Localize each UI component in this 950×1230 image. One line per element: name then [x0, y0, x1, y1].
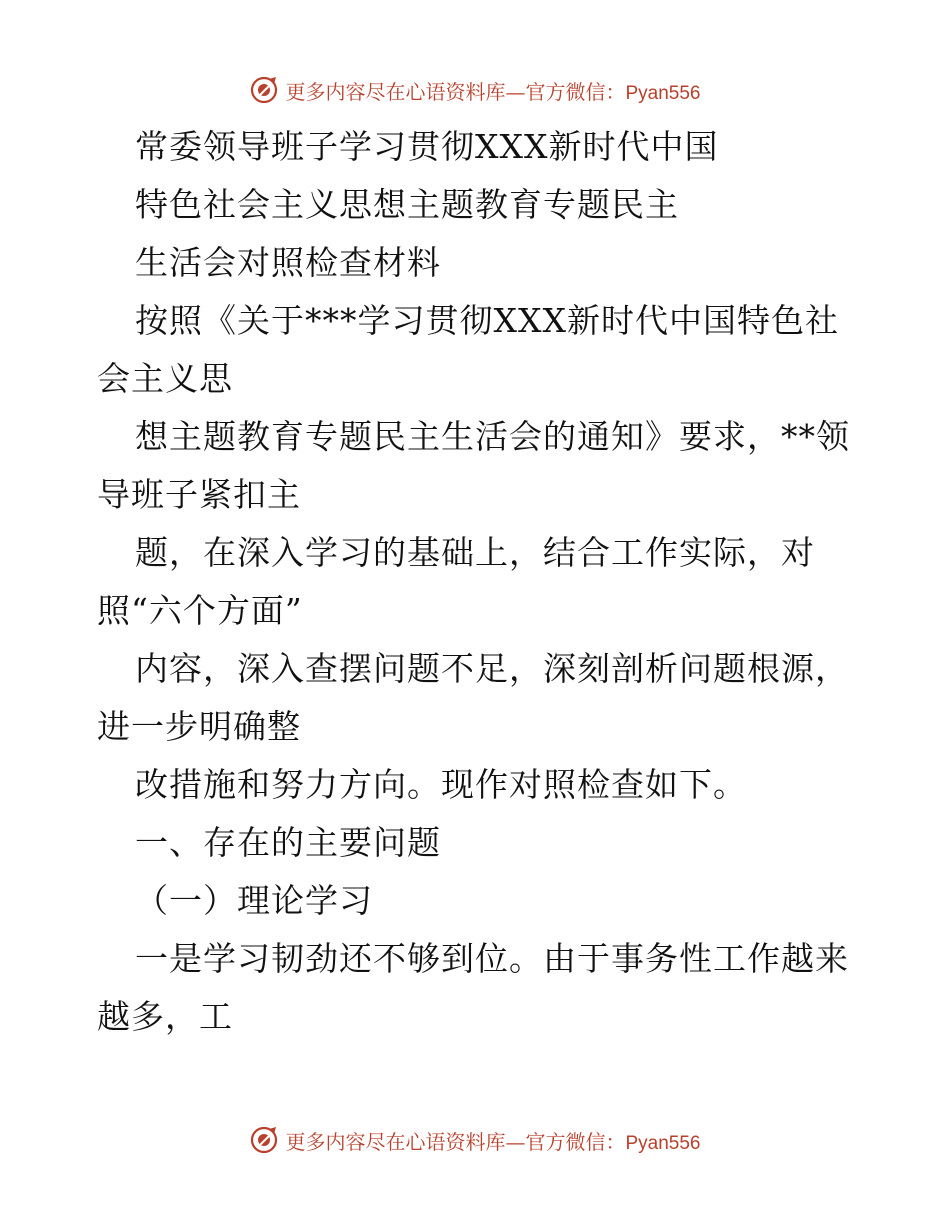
text-line: 越多，工	[97, 997, 233, 1036]
text-line: 一、存在的主要问题	[135, 823, 441, 862]
banner-prefix: 更多内容尽在心语资料库	[285, 1129, 506, 1154]
banner-text	[285, 76, 700, 105]
text-line: 内容，深入查摆问题不足，深刻剖析问题根源，	[135, 649, 849, 688]
banner-dash: —	[505, 1129, 526, 1154]
text-line: 生活会对照检查材料	[135, 243, 441, 282]
text-line: （一）理论学习	[135, 881, 373, 920]
banner-wechat-label: 官方微信：	[525, 1129, 626, 1154]
banner-wechat-label: 官方微信：	[525, 79, 626, 104]
banner-dash: —	[505, 79, 526, 104]
logo-icon	[249, 75, 279, 105]
banner-text	[285, 1126, 700, 1155]
text-line: 导班子紧扣主	[97, 475, 301, 514]
footer-banner	[0, 1120, 950, 1160]
text-line: 会主义思	[97, 359, 233, 398]
text-line: 常委领导班子学习贯彻XXX新时代中国	[135, 127, 719, 166]
text-line: 改措施和努力方向。现作对照检查如下。	[135, 765, 747, 804]
text-line: 照“六个方面”	[97, 591, 303, 630]
text-line: 想主题教育专题民主生活会的通知》要求，**领	[135, 417, 850, 456]
text-line: 特色社会主义思想主题教育专题民主	[135, 185, 679, 224]
header-banner	[0, 70, 950, 110]
text-line: 一是学习韧劲还不够到位。由于事务性工作越来	[135, 939, 849, 978]
text-line: 按照《关于***学习贯彻XXX新时代中国特色社	[135, 301, 839, 340]
text-line: 题，在深入学习的基础上，结合工作实际，对	[135, 533, 815, 572]
document-body	[97, 118, 857, 1046]
banner-wechat-id: Pyan556	[625, 82, 701, 104]
logo-icon	[249, 1125, 279, 1155]
banner-prefix: 更多内容尽在心语资料库	[285, 79, 506, 104]
text-line: 进一步明确整	[97, 707, 301, 746]
banner-wechat-id: Pyan556	[625, 1132, 701, 1154]
